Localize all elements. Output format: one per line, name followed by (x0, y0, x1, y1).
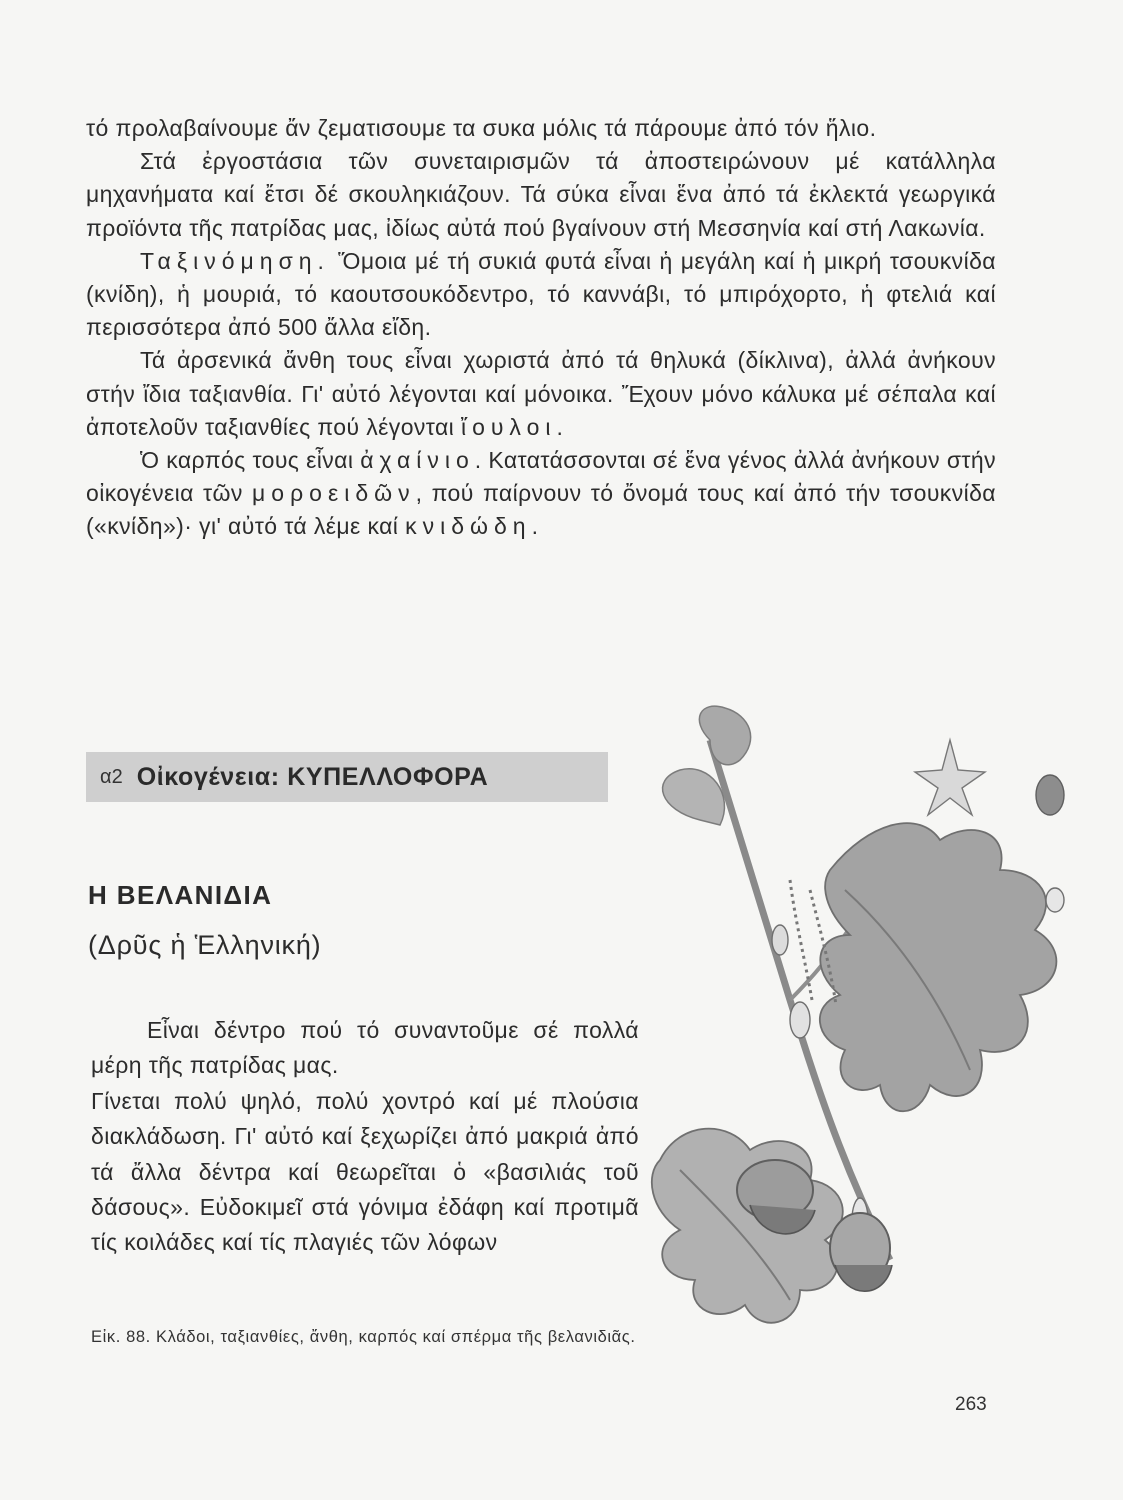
fruit-text-e: , πού παίρνουν τό ὄνομά τους καί ἀπό τήν τσουκνίδα («κνίδη»)· γι' αὐτό τά λέμε καί (86, 480, 997, 540)
oak-body-text (91, 1013, 639, 1261)
paragraph-factories: Στά ἐργοστάσια τῶν συνεταιρισμῶν τά ἀποστειρώνουν μέ κατάλληλα μηχανήματα καί ἔτσι δέ σκουληκιάζουν. Τά σύκα εἶναι ἕνα ἀπό τά ἐκλεκτά γεωργικά προϊόντα τῆς πατρίδας μας, ἰδίως αὐτά πού βγαίνουν στή Μεσσηνία καί στή Λακωνία. (86, 148, 996, 241)
classification-text: Ὅμοια μέ τή συκιά φυτά εἶναι ἡ μεγάλη καί ἡ μικρή τσουκνίδα (κνίδη), ἡ μουριά, τό καουτσουκόδεντρο, τό καννάβι, τό μπιρόχορτο, ἡ φτελιά καί περισσότερα ἀπό 500 ἄλλα εἴδη. (86, 247, 996, 341)
paragraph-figs-continued: τό προλαβαίνουμε ἄν ζεματισουμε τα συκα μόλις τά πάρουμε ἀπό τόν ἥλιο. (86, 115, 877, 141)
oak-paragraph-2: Γίνεται πολύ ψηλό, πολύ χοντρό καί μέ πλούσια διακλάδωση. Γι' αὐτό καί ξεχωρίζει ἀπό μακριά ἀπό τά ἄλλα δέντρα καί θεωρεῖται ὁ «βασιλιάς τοῦ δάσους». Εὐδοκιμεῖ στά γόνιμα ἐδάφη καί προτιμᾶ τίς κοιλάδες καί τίς πλαγιές τῶν λόφων (91, 1087, 639, 1256)
oak-branch-illustration (640, 700, 1080, 1390)
flowers-text-end: . (556, 413, 564, 440)
oak-paragraph-1: Εἶναι δέντρο πού τό συναντοῦμε σέ πολλά μέρη τῆς πατρίδας μας. (91, 1017, 639, 1079)
acorn-cup (835, 1265, 892, 1291)
seed-detail (790, 1002, 810, 1038)
bud-detail (1036, 775, 1064, 815)
left-leaf (663, 769, 725, 825)
figure-caption: Εἰκ. 88. Κλάδοι, ταξιανθίες, ἄνθη, καρπός καί σπέρμα τῆς βελανιδιᾶς. (91, 1328, 636, 1346)
family-title: Οἰκογένεια: ΚΥΠΕΛΛΟΦΟΡΑ (136, 762, 489, 791)
top-leaf (699, 706, 750, 765)
section-title: Η ΒΕΛΑΝΙΔΙΑ (88, 880, 273, 910)
seed-detail (1046, 888, 1064, 912)
term-achainio: ἀχαίνιο (360, 447, 475, 474)
term-moroeidon: μοροειδῶν (252, 480, 416, 507)
fruit-text-c: . Κατατάσσονται σέ ἕνα γένος ἀλλά ἀνήκουν στήν οἰκογένεια τῶν (86, 447, 996, 507)
seed-detail (772, 925, 788, 955)
paragraph-classification (86, 245, 996, 345)
lower-oak-leaf (652, 1129, 843, 1323)
section-subtitle: (Δρῦς ἡ Ἑλληνική) (88, 930, 322, 960)
classification-heading: Ταξινόμηση. (140, 247, 330, 274)
fruit-text-a: Ὁ καρπός τους εἶναι (140, 447, 361, 474)
family-prefix: α2 (100, 765, 123, 788)
paragraph-flowers (86, 344, 996, 444)
page-number: 263 (955, 1394, 987, 1415)
flower-detail (915, 740, 985, 815)
term-iouloi: ἴουλοι (460, 413, 557, 440)
fruit-text-g: . (531, 513, 539, 540)
large-oak-leaf (820, 823, 1057, 1111)
top-text-block (86, 112, 996, 544)
paragraph-fruit (86, 444, 996, 544)
family-heading-band (86, 752, 608, 802)
flowers-text: Τά ἀρσενικά ἄνθη τους εἶναι χωριστά ἀπό τά θηλυκά (δίκλινα), ἀλλά ἀνήκουν στήν ἴδια ταξιανθία. Γι' αὐτό λέγονται καί μόνοικα. Ἔχουν μόνο κάλυκα μέ σέπαλα καί ἀποτελοῦν ταξιανθίες πού λέγονται (86, 347, 996, 440)
term-knidodi: κνιδώδη (405, 513, 532, 540)
